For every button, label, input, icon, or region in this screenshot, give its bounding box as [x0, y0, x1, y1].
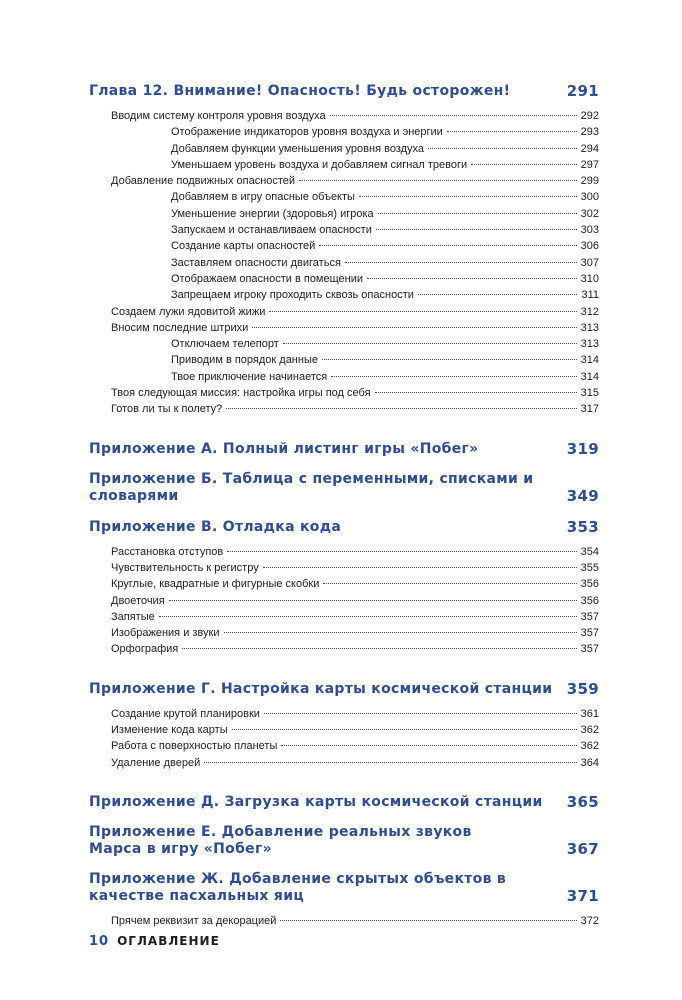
entry-page: 299 [580, 175, 599, 188]
chapter-title: Приложение Д. Загрузка карты космической станции [89, 793, 543, 810]
entry-label: Запятые [111, 610, 155, 623]
toc-entry[interactable] [89, 738, 599, 754]
entry-label: Вносим последние штрихи [111, 321, 249, 334]
dot-leader [331, 376, 576, 377]
entry-page: 357 [580, 610, 599, 623]
footer-page-number: 10 [89, 934, 110, 949]
entry-page: 314 [580, 370, 599, 383]
dot-leader [376, 229, 577, 230]
toc-entry[interactable] [89, 271, 599, 287]
dot-leader [159, 616, 577, 617]
entry-page: 362 [580, 740, 599, 753]
toc-entry[interactable] [89, 189, 599, 205]
entry-label: Отображаем опасности в помещении [171, 272, 364, 285]
chapter-page: 359 [566, 679, 599, 698]
toc-entry[interactable] [89, 544, 599, 560]
toc-entry[interactable] [89, 238, 599, 254]
entry-page: 357 [580, 627, 599, 640]
chapter-heading[interactable] [89, 82, 599, 100]
entry-label: Вводим систему контроля уровня воздуха [111, 110, 326, 122]
entry-label: Изображения и звуки [111, 627, 220, 640]
entry-page: 361 [580, 707, 599, 720]
dot-leader [319, 245, 576, 246]
dot-leader [182, 648, 576, 649]
dot-leader [252, 327, 576, 328]
entry-label: Чувствительность к регистру [111, 561, 259, 574]
entry-page: 303 [580, 224, 599, 237]
entry-label: Готов ли ты к полету? [111, 403, 223, 416]
dot-leader [232, 729, 577, 730]
footer-section: ОГЛАВЛЕНИЕ [117, 934, 220, 948]
toc-entry[interactable] [89, 706, 599, 722]
chapter-page: 353 [566, 517, 599, 536]
entry-label: Изменение кода карты [111, 724, 228, 737]
entry-label: Создание крутой планировки [111, 707, 260, 720]
toc-entry[interactable] [89, 385, 599, 401]
entry-page: 364 [580, 756, 599, 769]
chapter-title: Глава 12. Внимание! Опасность! Будь осторожен! [89, 83, 511, 99]
dot-leader [322, 359, 577, 360]
page-footer [89, 934, 220, 949]
toc-entry[interactable] [89, 913, 599, 929]
dot-leader [323, 583, 576, 584]
toc-entry[interactable] [89, 560, 599, 576]
toc-entry[interactable] [89, 352, 599, 368]
entry-label: Уменьшение энергии (здоровья) игрока [171, 207, 374, 220]
entry-page: 313 [580, 338, 599, 351]
chapter-heading[interactable] [89, 471, 599, 505]
dot-leader [227, 551, 576, 552]
chapter-heading[interactable] [89, 680, 599, 698]
entry-page: 362 [580, 724, 599, 737]
dot-leader [224, 632, 577, 633]
entry-label: Добавляем в игру опасные объекты [171, 191, 355, 204]
entry-label: Двоеточия [111, 594, 165, 607]
toc-entry[interactable] [89, 609, 599, 625]
entry-page: 356 [580, 594, 599, 607]
toc-entry[interactable] [89, 255, 599, 271]
dot-leader [169, 600, 577, 601]
dot-leader [280, 920, 576, 921]
toc-entry[interactable] [89, 108, 599, 124]
toc-entry[interactable] [89, 722, 599, 738]
toc-entry[interactable] [89, 287, 599, 303]
toc-entry[interactable] [89, 593, 599, 609]
toc-entry[interactable] [89, 755, 599, 771]
dot-leader [226, 408, 576, 409]
chapter-title: Приложение А. Полный листинг игры «Побег» [89, 440, 479, 457]
toc-entry[interactable] [89, 173, 599, 189]
entry-label: Уменьшаем уровень воздуха и добавляем сигнал тревоги [171, 158, 468, 171]
dot-leader [204, 762, 576, 763]
dot-leader [330, 115, 577, 116]
entry-page: 357 [580, 643, 599, 656]
entry-page: 354 [580, 545, 599, 558]
chapter-heading[interactable] [89, 824, 599, 858]
entry-label: Заставляем опасности двигаться [171, 256, 341, 269]
entry-label: Добавляем функции уменьшения уровня воздуха [171, 142, 425, 155]
entry-page: 355 [580, 561, 599, 574]
entry-label: Создаем лужи ядовитой жижи [111, 305, 266, 318]
entry-label: Твоя следующая миссия: настройка игры под себя [111, 387, 371, 400]
entry-page: 307 [580, 256, 599, 269]
chapter-page: 365 [566, 792, 599, 811]
chapter-title: Приложение Б. Таблица с переменными, списками и словарями [89, 470, 534, 504]
entry-page: 356 [580, 578, 599, 591]
dot-leader [471, 164, 576, 165]
dot-leader [281, 745, 576, 746]
chapter-page: 291 [566, 82, 599, 100]
chapter-title: Приложение В. Отладка кода [89, 518, 342, 535]
chapter-heading[interactable] [89, 871, 599, 905]
toc-entry[interactable] [89, 304, 599, 320]
entry-label: Прячем реквизит за декорацией [111, 914, 277, 927]
toc-entry[interactable] [89, 157, 599, 173]
toc-entry[interactable] [89, 576, 599, 592]
dot-leader [345, 262, 577, 263]
toc-entry[interactable] [89, 641, 599, 657]
dot-leader [359, 196, 577, 197]
dot-leader [418, 294, 578, 295]
dot-leader [269, 311, 576, 312]
entry-label: Приводим в порядок данные [171, 354, 318, 367]
dot-leader [428, 148, 577, 149]
entry-page: 306 [580, 240, 599, 253]
dot-leader [447, 131, 577, 132]
entry-page: 312 [580, 305, 599, 318]
chapter-heading[interactable] [89, 518, 599, 536]
chapter-title: Приложение Е. Добавление реальных звуков Марса в игру «Побег» [89, 823, 472, 857]
entry-page: 311 [581, 289, 599, 302]
entry-label: Запрещаем игроку проходить сквозь опасности [171, 289, 414, 302]
entry-label: Запускаем и останавливаем опасности [171, 224, 372, 237]
chapter-page: 367 [566, 839, 599, 858]
entry-label: Добавление подвижных опасностей [111, 175, 296, 188]
entry-page: 310 [580, 272, 599, 285]
toc-entry[interactable] [89, 336, 599, 352]
table-of-contents [89, 82, 599, 929]
toc-entry[interactable] [89, 141, 599, 157]
toc-entry[interactable] [89, 320, 599, 336]
dot-leader [283, 343, 577, 344]
entry-page: 292 [580, 110, 599, 122]
entry-label: Отображение индикаторов уровня воздуха и энергии [171, 126, 443, 139]
entry-label: Создание карты опасностей [171, 240, 316, 253]
chapter-page: 349 [566, 486, 599, 505]
entry-label: Твое приключение начинается [171, 370, 328, 383]
entry-page: 302 [580, 207, 599, 220]
entry-page: 300 [580, 191, 599, 204]
entry-label: Расстановка отступов [111, 545, 224, 558]
entry-label: Отключаем телепорт [171, 338, 279, 351]
chapter-page: 371 [566, 886, 599, 905]
dot-leader [367, 278, 577, 279]
entry-label: Удаление дверей [111, 756, 201, 769]
chapter-page: 319 [566, 439, 599, 458]
entry-page: 293 [580, 126, 599, 139]
dot-leader [299, 180, 577, 181]
dot-leader [375, 392, 577, 393]
chapter-title: Приложение Г. Настройка карты космической станции [89, 680, 553, 697]
toc-entry[interactable] [89, 369, 599, 385]
entry-page: 294 [580, 142, 599, 155]
toc-entry[interactable] [89, 222, 599, 238]
toc-entry[interactable] [89, 124, 599, 140]
toc-entry[interactable] [89, 401, 599, 417]
dot-leader [263, 567, 577, 568]
entry-label: Работа с поверхностью планеты [111, 740, 278, 753]
toc-entry[interactable] [89, 206, 599, 222]
entry-page: 317 [580, 403, 599, 416]
toc-entry[interactable] [89, 625, 599, 641]
chapter-title: Приложение Ж. Добавление скрытых объектов в качестве пасхальных яиц [89, 870, 507, 904]
entry-page: 372 [580, 914, 599, 927]
entry-label: Орфография [111, 643, 179, 656]
entry-page: 313 [580, 321, 599, 334]
entry-page: 297 [580, 158, 599, 171]
chapter-heading[interactable] [89, 440, 599, 458]
entry-page: 314 [580, 354, 599, 367]
entry-label: Круглые, квадратные и фигурные скобки [111, 578, 320, 591]
dot-leader [264, 713, 577, 714]
entry-page: 315 [580, 387, 599, 400]
dot-leader [378, 213, 577, 214]
chapter-heading[interactable] [89, 793, 599, 811]
